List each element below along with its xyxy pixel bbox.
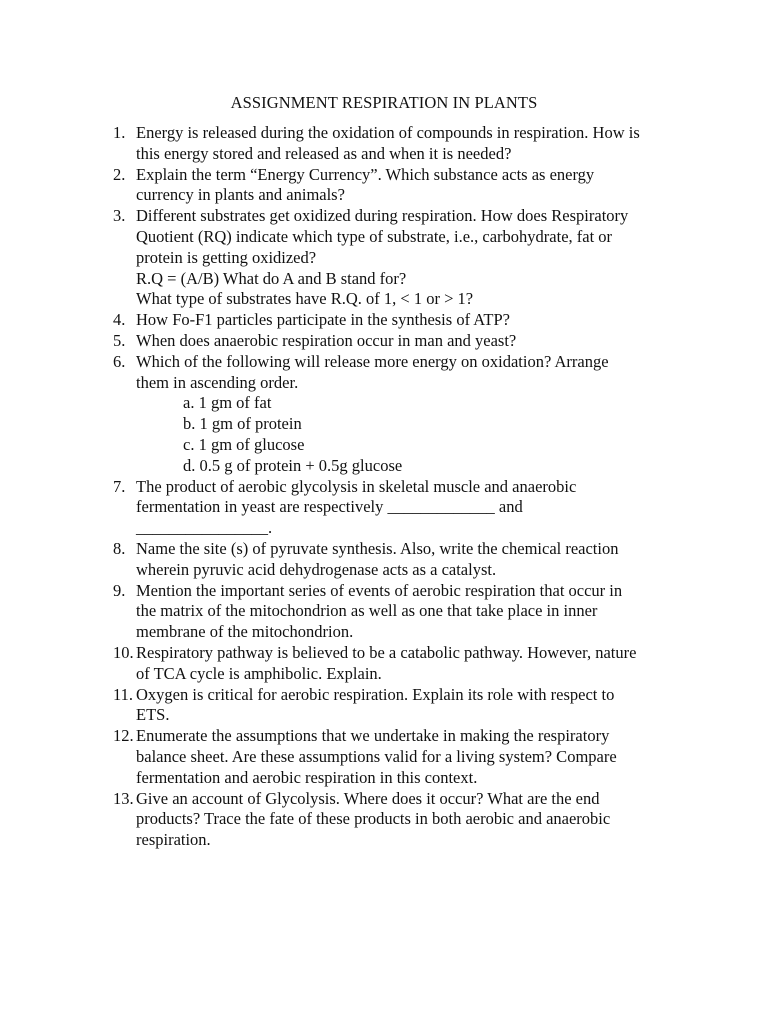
question-number: 13. — [113, 788, 134, 808]
question-number: 11. — [113, 684, 134, 704]
question-line: How Fo-F1 particles participate in the synthesis of ATP? — [136, 310, 510, 330]
question-number: 10. — [113, 642, 134, 662]
question-text — [136, 726, 696, 788]
question-line: respiration. — [136, 830, 211, 850]
question-text — [136, 643, 696, 685]
question-text — [136, 123, 696, 165]
question-item — [0, 581, 768, 643]
question-line: Different substrates get oxidized during respiration. How does Respiratory — [136, 206, 629, 226]
option-list — [183, 393, 768, 476]
option-item: a. 1 gm of fat — [183, 393, 272, 413]
question-line: When does anaerobic respiration occur in man and yeast? — [136, 330, 517, 350]
option-item: b. 1 gm of protein — [183, 414, 302, 434]
question-text — [136, 310, 696, 331]
question-line: Enumerate the assumptions that we undertake in making the respiratory — [136, 726, 610, 746]
question-item — [0, 123, 768, 165]
question-number: 9. — [113, 580, 126, 600]
question-line: this energy stored and released as and when it is needed? — [136, 143, 512, 163]
question-line: Energy is released during the oxidation of compounds in respiration. How is — [136, 123, 640, 142]
option-item: d. 0.5 g of protein + 0.5g glucose — [183, 455, 403, 475]
question-line: Respiratory pathway is believed to be a catabolic pathway. However, nature — [136, 642, 637, 662]
question-item — [0, 643, 768, 685]
question-number: 8. — [113, 538, 126, 558]
option-item: c. 1 gm of glucose — [183, 434, 305, 454]
question-line: Give an account of Glycolysis. Where does it occur? What are the end — [136, 788, 600, 808]
question-line: wherein pyruvic acid dehydrogenase acts as a catalyst. — [136, 559, 497, 579]
question-line: Mention the important series of events of aerobic respiration that occur in — [136, 580, 623, 600]
question-number: 12. — [113, 726, 134, 746]
question-number: 7. — [113, 476, 126, 496]
question-line: Name the site (s) of pyruvate synthesis. Also, write the chemical reaction — [136, 538, 619, 558]
question-line: fermentation and aerobic respiration in this context. — [136, 767, 478, 787]
question-text — [136, 352, 696, 394]
question-item — [0, 331, 768, 352]
question-item — [0, 789, 768, 851]
question-line: The product of aerobic glycolysis in skeletal muscle and anaerobic — [136, 476, 577, 496]
question-line: Quotient (RQ) indicate which type of substrate, i.e., carbohydrate, fat or — [136, 226, 613, 246]
question-item — [0, 685, 768, 727]
question-text — [136, 331, 696, 352]
question-text — [136, 789, 696, 851]
question-line: membrane of the mitochondrion. — [136, 622, 354, 642]
question-line: R.Q = (A/B) What do A and B stand for? — [136, 268, 407, 288]
question-line: ETS. — [136, 705, 170, 725]
question-line: Explain the term “Energy Currency”. Which substance acts as energy — [136, 164, 595, 184]
question-item — [0, 477, 768, 539]
question-text — [136, 685, 696, 727]
question-line: currency in plants and animals? — [136, 185, 345, 205]
question-line: What type of substrates have R.Q. of 1, < 1 or > 1? — [136, 289, 474, 309]
question-line: Oxygen is critical for aerobic respiration. Explain its role with respect to — [136, 684, 615, 704]
question-line: of TCA cycle is amphibolic. Explain. — [136, 663, 382, 683]
question-text — [136, 165, 696, 207]
question-item — [0, 310, 768, 331]
question-number: 5. — [113, 330, 126, 350]
question-item — [0, 352, 768, 477]
question-line: them in ascending order. — [136, 372, 299, 392]
question-item — [0, 206, 768, 310]
question-text — [136, 477, 696, 539]
question-line: protein is getting oxidized? — [136, 247, 317, 267]
question-line: the matrix of the mitochondrion as well as one that take place in inner — [136, 601, 598, 621]
question-line: products? Trace the fate of these products in both aerobic and anaerobic — [136, 809, 611, 829]
question-number: 4. — [113, 310, 126, 330]
question-line: ________________. — [136, 518, 273, 538]
question-text — [136, 206, 696, 310]
question-text — [136, 581, 696, 643]
question-line: fermentation in yeast are respectively _____________ and — [136, 497, 523, 517]
question-item — [0, 726, 768, 788]
question-line: balance sheet. Are these assumptions valid for a living system? Compare — [136, 746, 617, 766]
question-text — [136, 539, 696, 581]
question-number: 1. — [113, 123, 126, 142]
question-number: 6. — [113, 351, 126, 371]
question-item — [0, 539, 768, 581]
question-number: 2. — [113, 164, 126, 184]
question-number: 3. — [113, 206, 126, 226]
question-item — [0, 165, 768, 207]
question-list — [0, 123, 768, 851]
question-line: Which of the following will release more energy on oxidation? Arrange — [136, 351, 609, 371]
page-title: ASSIGNMENT RESPIRATION IN PLANTS — [230, 93, 538, 112]
